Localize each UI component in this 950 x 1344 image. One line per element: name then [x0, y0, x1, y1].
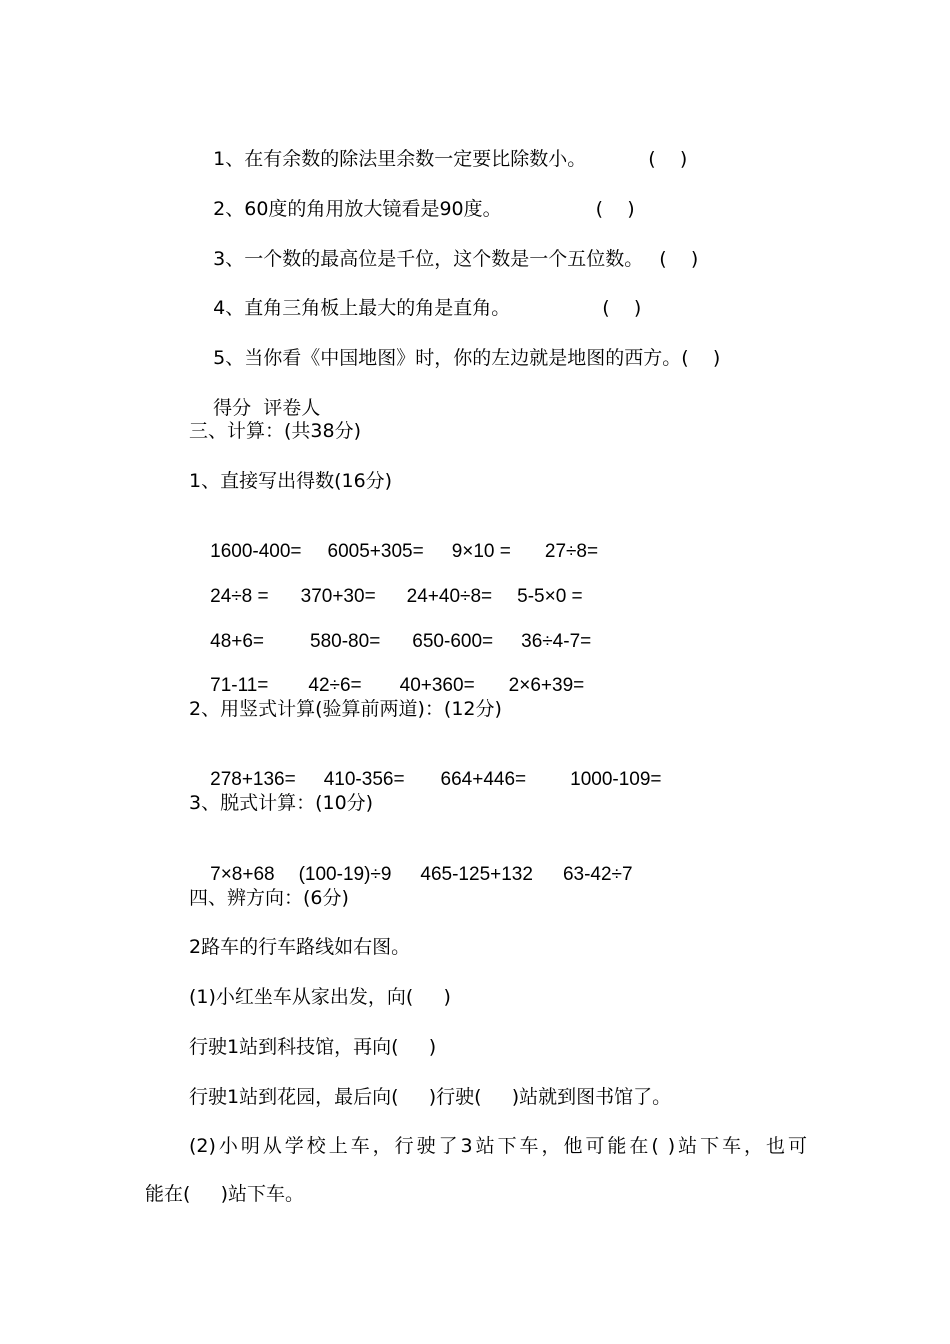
- calc-item: 2×6+39=: [508, 675, 585, 696]
- section-four-heading: 四、辨方向：(6分): [189, 887, 349, 909]
- judge-item-5: 5、当你看《中国地图》时，你的左边就是地图的西方。( ): [213, 347, 721, 369]
- question-2-line-2: 能在( )站下车。: [145, 1183, 305, 1205]
- calc-item: 1600-400=: [210, 541, 302, 562]
- subsection-vertical-heading: 2、用竖式计算(验算前两道)：(12分): [189, 698, 502, 720]
- calc-item: 664+446=: [440, 769, 527, 790]
- question-1-line-2: 行驶1站到科技馆，再向( ): [189, 1036, 437, 1058]
- calc-item: 24+40÷8=: [406, 586, 493, 607]
- question-1-line-1: (1)小红坐车从家出发，向( ): [189, 986, 451, 1008]
- calc-item: 6005+305=: [327, 541, 424, 562]
- subsection-direct-heading: 1、直接写出得数(16分): [189, 470, 393, 492]
- calc-item: 650-600=: [412, 631, 494, 652]
- judge-item-2: 2、60度的角用放大镜看是90度。 ( ): [213, 198, 635, 220]
- calc-item: 580-80=: [310, 631, 381, 652]
- calc-item: 40+360=: [399, 675, 475, 696]
- section-three-heading: 三、计算：(共38分): [189, 420, 362, 442]
- calc-item: 410-356=: [323, 769, 405, 790]
- question-2-line-1: (2)小明从学校上车，行驶了3站下车，他可能在( )站下车，也可: [189, 1135, 807, 1157]
- calc-item: (100-19)÷9: [298, 864, 392, 885]
- subsection-stepwise-heading: 3、脱式计算：(10分): [189, 792, 374, 814]
- route-intro: 2路车的行车路线如右图。: [189, 936, 411, 958]
- calc-item: 370+30=: [300, 586, 376, 607]
- calc-item: 1000-109=: [570, 769, 662, 790]
- calc-item: 278+136=: [210, 769, 296, 790]
- answer-blank: ( ): [648, 148, 688, 170]
- judge-item-1: 1、在有余数的除法里余数一定要比除数小。 ( ): [213, 148, 688, 170]
- judge-item-4: 4、直角三角板上最大的角是直角。 ( ): [213, 297, 642, 319]
- calc-item: 9×10 =: [451, 541, 511, 562]
- question-1-line-3: 行驶1站到花园，最后向( )行驶( )站就到图书馆了。: [189, 1086, 672, 1108]
- judge-item-3: 3、一个数的最高位是千位，这个数是一个五位数。 ( ): [213, 248, 699, 270]
- calc-item: 48+6=: [210, 631, 265, 652]
- calc-item: 42÷6=: [308, 675, 362, 696]
- calc-item: 71-11=: [210, 675, 269, 696]
- answer-blank: ( ): [681, 347, 721, 369]
- calc-item: 24÷8 =: [210, 586, 269, 607]
- calc-item: 5-5×0 =: [517, 586, 583, 607]
- score-label: 得分 评卷人: [213, 397, 321, 419]
- answer-blank: ( ): [602, 297, 642, 319]
- calc-item: 27÷8=: [544, 541, 599, 562]
- answer-blank: ( ): [595, 198, 635, 220]
- calc-item: 7×8+68: [210, 864, 275, 885]
- calc-item: 63-42÷7: [562, 864, 633, 885]
- calc-item: 465-125+132: [420, 864, 533, 885]
- calc-item: 36÷4-7=: [521, 631, 592, 652]
- answer-blank: ( ): [659, 248, 699, 270]
